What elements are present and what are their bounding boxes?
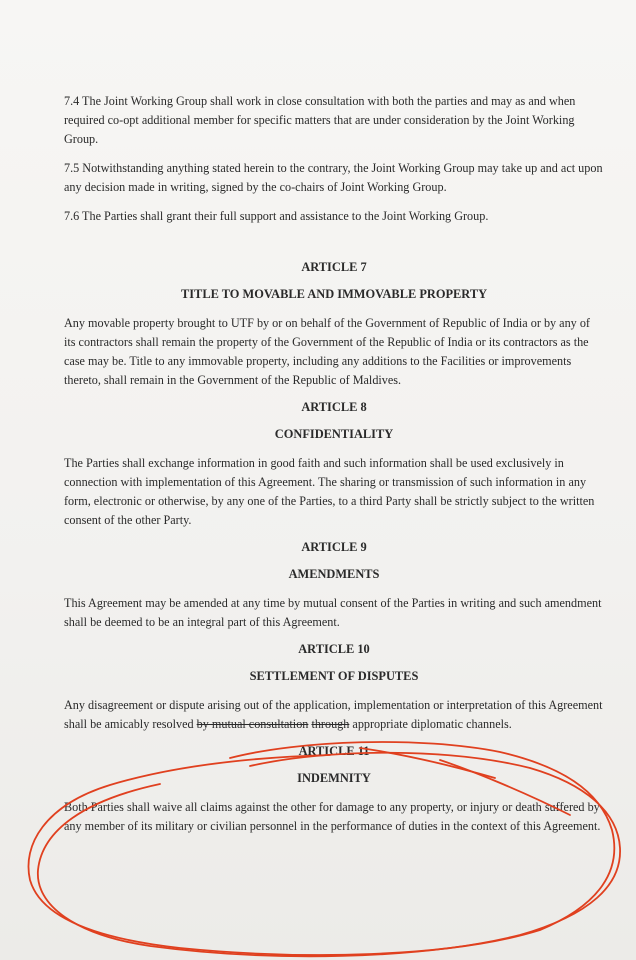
article-9-number: ARTICLE 9: [301, 540, 367, 554]
article-10-text: [64, 696, 604, 734]
article-11-number: ARTICLE 11: [298, 744, 370, 758]
article-10-title: SETTLEMENT OF DISPUTES: [249, 669, 419, 683]
article-8-text: The Parties shall exchange information in good faith and such information shall be used exclusively in connection with implementation of this Agreement. The sharing or transmission of such information in any form, electronic or otherwise, by any one of the Parties, to a third Party shall be strictly subject to the written consent of the other Party.: [64, 456, 595, 527]
article-9-text: This Agreement may be amended at any time by mutual consent of the Parties in writing and such amendment shall be deemed to be an integral part of this Agreement.: [64, 596, 602, 629]
clause-7-5: 7.5 Notwithstanding anything stated herein to the contrary, the Joint Working Group may take up and act upon any decision made in writing, signed by the co-chairs of Joint Working Group.: [64, 161, 603, 194]
struck-text-2: through: [311, 717, 350, 731]
article-7-text: Any movable property brought to UTF by or on behalf of the Government of Republic of India or by any of its contractors shall remain the property of the Government of the Republic of India or its contractors as the case may be. Title to any immovable property, including any additions to the Facilities or improvements thereto, shall remain in the Government of the Republic of Maldives.: [64, 316, 590, 387]
article-7-number: ARTICLE 7: [301, 260, 367, 274]
document-body: [64, 92, 604, 846]
struck-text-1: by mutual consultation: [196, 717, 309, 731]
clause-7-4: 7.4 The Joint Working Group shall work in close consultation with both the parties and may as and when required co-opt additional member for specific matters that are under consideration by the Joint Working Group.: [64, 94, 576, 146]
article-8-title: CONFIDENTIALITY: [274, 427, 394, 441]
article-11-title: INDEMNITY: [297, 771, 371, 785]
article-9-title: AMENDMENTS: [288, 567, 380, 581]
article-10-number: ARTICLE 10: [298, 642, 370, 656]
clause-7-6: 7.6 The Parties shall grant their full support and assistance to the Joint Working Group.: [64, 209, 489, 223]
article-11-text: Both Parties shall waive all claims against the other for damage to any property, or injury or death suffered by any member of its military or civilian personnel in the performance of duties in the context of this Agreement.: [64, 800, 601, 833]
article-10-text-after: appropriate diplomatic channels.: [349, 717, 512, 731]
article-8-number: ARTICLE 8: [301, 400, 367, 414]
article-10-text-before: Any disagreement or dispute arising out of the application, implementation or interpretation of this Agreement shall be amicably resolved: [64, 698, 603, 731]
article-7-title: TITLE TO MOVABLE AND IMMOVABLE PROPERTY: [180, 287, 488, 301]
